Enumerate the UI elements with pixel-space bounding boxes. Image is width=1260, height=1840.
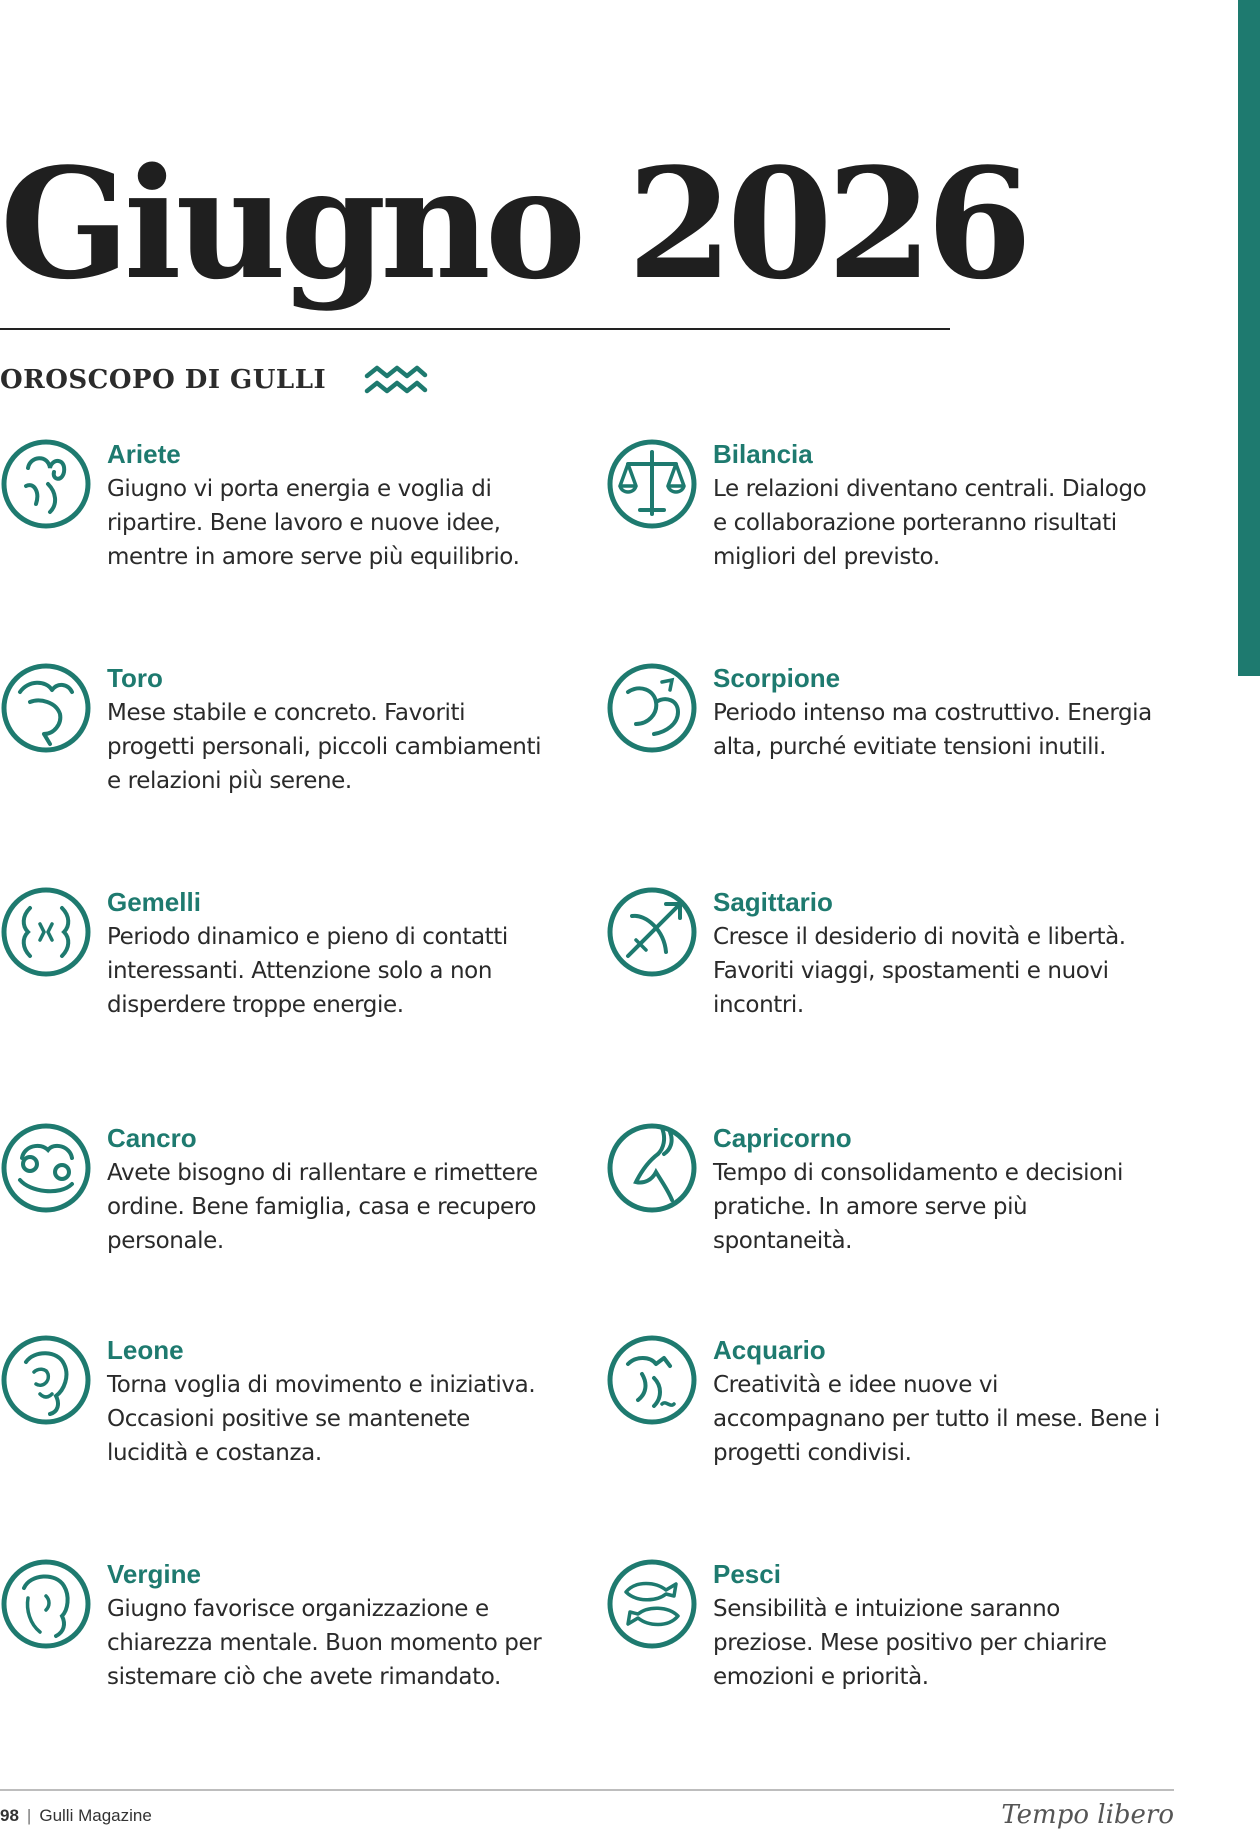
title-divider <box>0 328 950 330</box>
sign-name: Pesci <box>713 1559 781 1589</box>
accent-side-bar <box>1238 0 1260 676</box>
leo-icon <box>0 1334 92 1426</box>
sign-description: Le relazioni diventano centrali. Dialogo e collaborazione porteranno risultati migliori del previsto. <box>713 476 1147 570</box>
libra-icon <box>606 438 698 530</box>
sign-name: Bilancia <box>713 439 813 469</box>
sign-name: Leone <box>107 1335 184 1365</box>
sign-name: Scorpione <box>713 663 841 693</box>
taurus-icon <box>0 662 92 754</box>
sign-description: Giugno favorisce organizzazione e chiarezza mentale. Buon momento per sistemare ciò che avete rimandato. <box>107 1596 542 1690</box>
sign-name: Gemelli <box>107 887 201 917</box>
pisces-icon <box>606 1558 698 1650</box>
sign-name: Capricorno <box>713 1123 852 1153</box>
page-number: 98 <box>0 1806 19 1825</box>
footer-credit <box>0 1806 152 1826</box>
virgo-icon <box>0 1558 92 1650</box>
cancer-icon <box>0 1122 92 1214</box>
sign-description: Mese stabile e concreto. Favoriti progetti personali, piccoli cambiamenti e relazioni più serene. <box>107 700 542 794</box>
sign-description: Periodo dinamico e pieno di contatti interessanti. Attenzione solo a non disperdere troppe energie. <box>107 924 508 1018</box>
sign-name: Sagittario <box>713 887 833 917</box>
aries-icon <box>0 438 92 530</box>
footer-separator: | <box>26 1806 32 1825</box>
section-subtitle: OROSCOPO DI GULLI <box>0 365 327 395</box>
capricorn-icon <box>606 1122 698 1214</box>
sagittarius-icon <box>606 886 698 978</box>
sign-description: Sensibilità e intuizione saranno preziose. Mese positivo per chiarire emozioni e priorità. <box>713 1596 1107 1690</box>
publication-name: Gulli Magazine <box>39 1806 152 1825</box>
sign-name: Acquario <box>713 1335 826 1365</box>
sign-description: Torna voglia di movimento e iniziativa. Occasioni positive se mantenete lucidità e costanza. <box>107 1372 536 1466</box>
sign-name: Cancro <box>107 1123 197 1153</box>
gemini-icon <box>0 886 92 978</box>
sign-name: Toro <box>107 663 163 693</box>
aquarius-icon <box>606 1334 698 1426</box>
scorpio-icon <box>606 662 698 754</box>
aquarius-waves-icon <box>364 363 428 397</box>
sign-description: Creatività e idee nuove vi accompagnano per tutto il mese. Bene i progetti condivisi. <box>713 1372 1160 1466</box>
page-title: Giugno 2026 <box>0 134 1027 313</box>
section-heading <box>0 360 428 400</box>
sign-description: Cresce il desiderio di novità e libertà. Favoriti viaggi, spostamenti e nuovi incontri. <box>713 924 1126 1018</box>
footer-divider <box>0 1789 1174 1791</box>
sign-description: Avete bisogno di rallentare e rimettere ordine. Bene famiglia, casa e recupero personale. <box>107 1160 538 1254</box>
sign-description: Giugno vi porta energia e voglia di ripartire. Bene lavoro e nuove idee, mentre in amore serve più equilibrio. <box>107 476 520 570</box>
sign-name: Ariete <box>107 439 181 469</box>
sign-name: Vergine <box>107 1559 201 1589</box>
sign-description: Tempo di consolidamento e decisioni pratiche. In amore serve più spontaneità. <box>713 1160 1123 1254</box>
section-name: Tempo libero <box>1001 1800 1174 1830</box>
sign-description: Periodo intenso ma costruttivo. Energia alta, purché evitiate tensioni inutili. <box>713 700 1152 760</box>
